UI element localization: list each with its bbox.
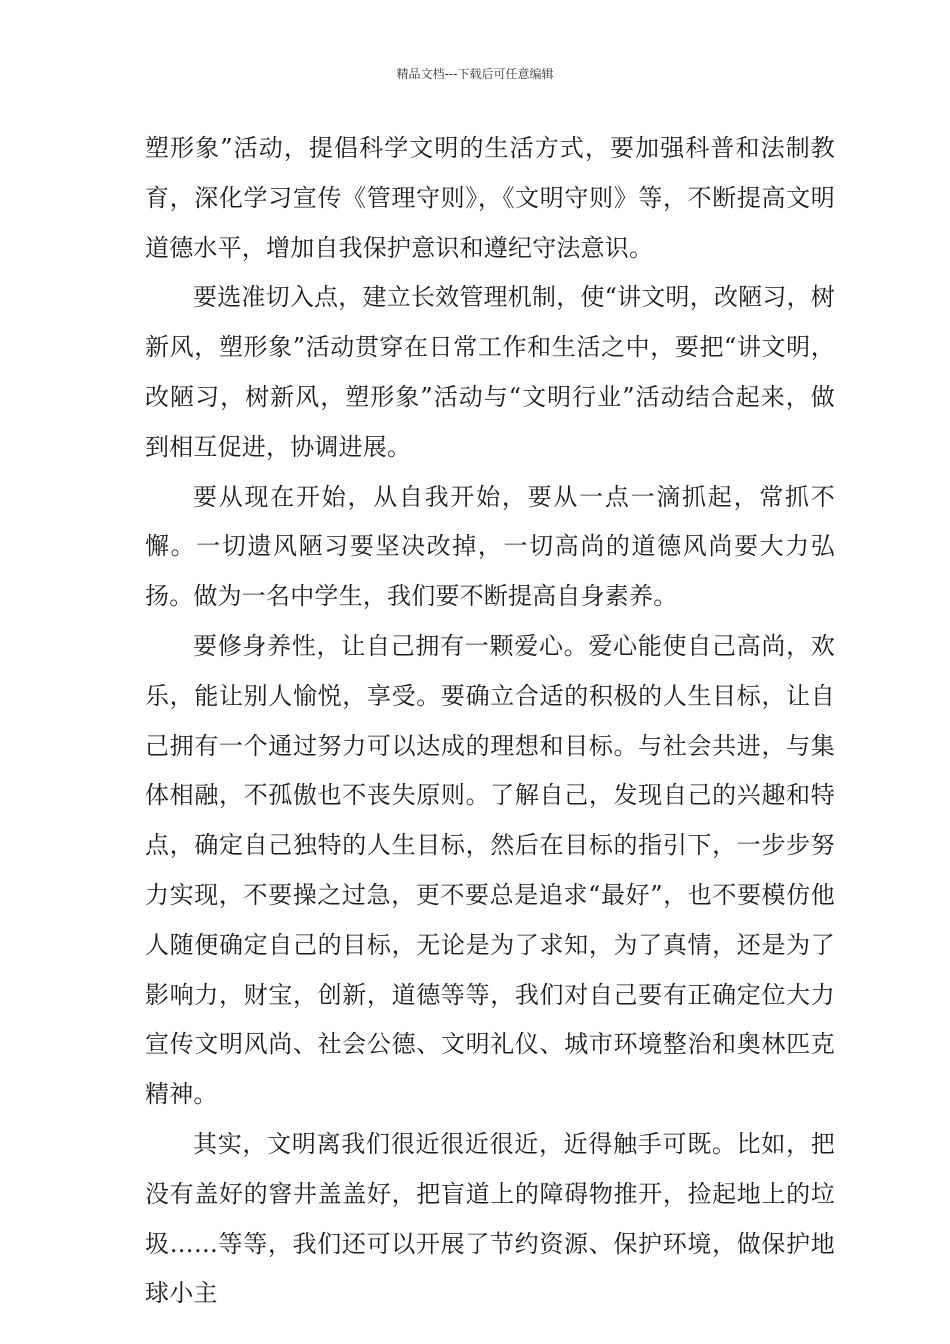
paragraph-1: 塑形象”活动，提倡科学文明的生活方式，要加强科普和法制教育，深化学习宣传《管理守则》，《文明守则》等，不断提高文明道德水平，增加自我保护意识和遵纪守法意识。: [145, 134, 835, 262]
paragraph-3: 要从现在开始，从自我开始，要从一点一滴抓起，常抓不懈。一切遗风陋习要坚决改掉，一切高尚的道德风尚要大力弘扬。做为一名中学生，我们要不断提高自身素养。: [145, 482, 835, 611]
paragraph-4: 要修身养性，让自己拥有一颗爱心。爱心能使自己高尚，欢乐，能让别人愉悦，享受。要确立合适的积极的人生目标，让自己拥有一个通过努力可以达成的理想和目标。与社会共进，与集体相融，不孤傲也不丧失原则。了解自己，发现自己的兴趣和特点，确定自己独特的人生目标，然后在目标的指引下，一步步努力实现，不要操之过急，更不要总是追求“最好”，也不要模仿他人随便确定自己的目标，无论是为了求知，为了真情，还是为了影响力，财宝，创新，道德等等，我们对自己要有正确定位大力宣传文明风尚、社会公德、文明礼仪、城市环境整治和奥林匹克精神。: [145, 631, 835, 1109]
page-header: 精品文档---下载后可任意编辑: [396, 67, 554, 81]
paragraph-2: 要选准切入点，建立长效管理机制，使“讲文明，改陋习，树新风，塑形象”活动贯穿在日常工作和生活之中，要把“讲文明，改陋习，树新风，塑形象”活动与“文明行业”活动结合起来，做到相互促进，协调进展。: [145, 283, 835, 461]
paragraph-5: 其实，文明离我们很近很近很近，近得触手可既。比如，把没有盖好的窨井盖盖好，把盲道上的障碍物推开，捡起地上的垃圾……等等，我们还可以开展了节约资源、保护环境，做保护地球小主: [145, 1129, 835, 1308]
document-body: [145, 124, 835, 1319]
